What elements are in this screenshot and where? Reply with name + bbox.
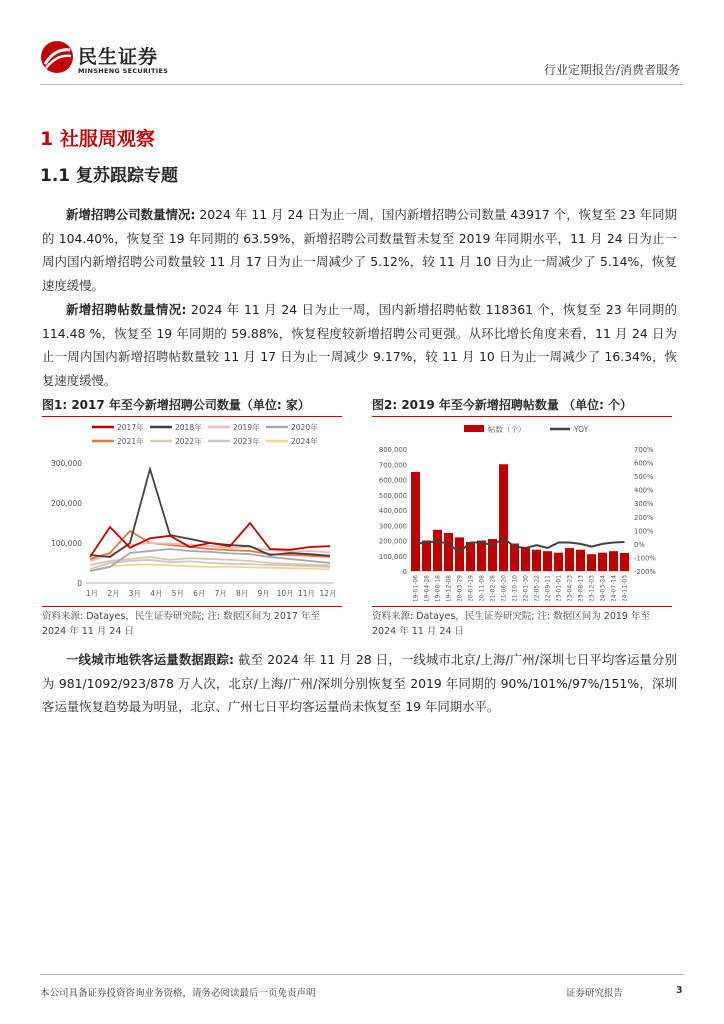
legend-label: 2019年	[233, 423, 260, 432]
page-number: 3	[676, 985, 683, 996]
brand-logo	[40, 40, 74, 74]
y-tick-label: 300,000	[50, 459, 82, 468]
minsheng-logo-icon	[40, 40, 74, 74]
x-tick-label: 2022-05-22	[533, 575, 541, 601]
x-tick-label: 2022-01-30	[522, 575, 530, 601]
bar	[576, 550, 585, 571]
figure-1	[42, 396, 342, 605]
bar	[411, 472, 420, 571]
x-tick-label: 2019-12-08	[445, 575, 453, 601]
y-tick-label: 0	[77, 579, 82, 588]
paragraph-postings	[42, 298, 677, 392]
y-tick-label: 600,000	[378, 476, 407, 485]
x-tick-label: 2024-03-24	[599, 575, 607, 601]
legend-label: 2017年	[117, 423, 144, 432]
x-tick-label: 2024-11-03	[621, 575, 629, 601]
x-tick-label: 12月	[319, 589, 337, 598]
x-tick-label: 2021-02-28	[489, 575, 497, 601]
y2-tick-label: -200%	[634, 568, 656, 576]
subsection-heading: 1.1 复苏跟踪专题	[40, 166, 179, 186]
paragraph-lead: 一线城市地铁客运量数据跟踪:	[66, 652, 234, 667]
bar	[444, 533, 453, 571]
x-tick-label: 6月	[193, 589, 206, 598]
legend-label: 2023年	[233, 437, 260, 446]
x-tick-label: 2019-04-28	[423, 575, 431, 601]
y-tick-label: 100,000	[50, 539, 82, 548]
bar	[422, 541, 431, 572]
brand-name-en: MINSHENG SECURITIES	[78, 67, 169, 75]
bar	[543, 551, 552, 571]
y2-tick-label: 500%	[634, 473, 654, 482]
paragraph-body: 截至 2024 年 11 月 28 日，一线城市北京/上海/广州/深圳七日平均客运量分别为 981/1092/923/878 万人次，北京/上海/广州/深圳分别恢复至 2019 年同期的 90%/101%/97%/151%，深圳客运量恢复趋势最为明显，北京、广州七日平均客运量尚未恢复至 19 年同期水平。	[42, 652, 677, 714]
figure-2	[372, 396, 672, 605]
chart-new-postings	[372, 421, 672, 601]
y-tick-label: 800,000	[378, 446, 407, 454]
x-tick-label: 2020-11-08	[478, 575, 486, 601]
bar	[499, 464, 508, 571]
legend-label: 2022年	[175, 437, 202, 446]
header-divider	[40, 84, 684, 85]
document-type: 行业定期报告/消费者服务	[543, 63, 680, 77]
legend-label: 2020年	[291, 423, 318, 432]
x-tick-label: 3月	[128, 589, 142, 598]
y-tick-label: 300,000	[378, 522, 407, 531]
x-tick-label: 1月	[85, 589, 99, 598]
x-tick-label: 5月	[171, 589, 184, 598]
x-tick-label: 2021-10-10	[511, 575, 519, 601]
x-tick-label: 2023-01-01	[555, 575, 563, 601]
paragraph-metro	[42, 648, 677, 719]
bar	[477, 541, 486, 572]
y-tick-label: 400,000	[378, 507, 407, 515]
x-tick-label: 11月	[298, 589, 316, 598]
x-tick-label: 10月	[276, 589, 294, 598]
paragraph-lead: 新增招聘公司数量情况:	[66, 207, 196, 222]
y2-tick-label: -100%	[634, 554, 656, 563]
footer-label: 证券研究报告	[566, 988, 624, 999]
y-tick-label: 100,000	[378, 552, 407, 561]
section-heading: 1 社服周观察	[40, 128, 155, 150]
x-tick-label: 2021-06-20	[500, 575, 508, 601]
y-tick-label: 200,000	[378, 537, 407, 546]
figure-title: 图1: 2017 年至今新增招聘公司数量（单位: 家）	[42, 396, 342, 417]
bar	[521, 548, 530, 571]
bar	[532, 550, 541, 571]
x-tick-label: 4月	[150, 589, 163, 598]
bar	[587, 554, 596, 571]
legend-label: 2024年	[291, 437, 318, 446]
y2-tick-label: 300%	[634, 500, 654, 509]
x-tick-label: 2020-03-29	[456, 575, 464, 601]
y-tick-label: 500,000	[378, 491, 407, 500]
chart-new-companies	[42, 421, 342, 601]
paragraph-companies	[42, 203, 677, 297]
x-tick-label: 2023-04-23	[566, 575, 574, 601]
x-tick-label: 2019-01-06	[412, 575, 420, 601]
brand-name-cn: 民生证券	[78, 46, 159, 68]
bar	[455, 537, 464, 571]
y2-tick-label: 100%	[634, 527, 654, 536]
x-tick-label: 2023-08-13	[577, 575, 585, 601]
legend-label: 帖数（个）	[488, 425, 526, 434]
figure-1-source: 资料来源: Datayes，民生证券研究院; 注: 数据区间为 2017 年至 2024 年 11 月 24 日	[42, 606, 342, 639]
x-tick-label: 9月	[257, 589, 270, 598]
paragraph-body: 2024 年 11 月 24 日为止一周，国内新增招聘公司数量 43917 个，恢复至 23 年同期的 104.40%，恢复至 19 年同期的 63.59%，新增招聘公司数量暂未复至 2019 年同期水平，11 月 24 日为止一周内国内新增招聘公司数量较 11 月 17 日为止一周减少了 5.12%，较 11 月 10 日为止一周减少了 5.14%，恢复速度缓慢。	[42, 207, 677, 293]
bar	[598, 553, 607, 571]
x-tick-label: 2月	[107, 589, 120, 598]
y2-tick-label: 400%	[634, 486, 654, 495]
bar	[609, 551, 618, 571]
bar	[620, 553, 629, 571]
legend-label: YOY	[574, 425, 589, 434]
y2-tick-label: 200%	[634, 513, 654, 522]
y2-tick-label: 600%	[634, 459, 654, 468]
footer-disclaimer: 本公司具备证券投资咨询业务资格，请务必阅读最后一页免责声明	[40, 988, 316, 999]
y-tick-label: 0	[402, 568, 407, 576]
legend-label: 2021年	[117, 437, 144, 446]
x-tick-label: 2020-07-19	[467, 575, 475, 601]
x-tick-label: 7月	[214, 589, 227, 598]
x-tick-label: 2024-07-14	[610, 575, 618, 601]
figure-2-source: 资料来源: Datayes，民生证券研究院; 注: 数据区间为 2019 年至 2024 年 11 月 24 日	[372, 606, 672, 639]
paragraph-body: 2024 年 11 月 24 日为止一周，国内新增招聘帖数 118361 个，恢复至 23 年同期的 114.48 %，恢复至 19 年同期的 59.88%，恢复程度较新增招聘公司更强。从环比增长角度来看，11 月 24 日为止一周内国内新增招聘帖数量较 11 月 17 日为止一周减少 9.17%，较 11 月 10 日为止一周减少了 16.34%，恢复速度缓慢。	[42, 302, 677, 388]
x-tick-label: 2022-09-11	[544, 575, 552, 601]
y-tick-label: 200,000	[50, 499, 82, 508]
y2-tick-label: 700%	[634, 446, 654, 454]
legend-label: 2018年	[175, 423, 202, 432]
bar	[565, 548, 574, 571]
y-tick-label: 700,000	[378, 461, 407, 470]
page-header	[40, 40, 684, 82]
figure-title: 图2: 2019 年至今新增招聘帖数量 （单位: 个）	[372, 396, 672, 417]
legend-swatch	[464, 425, 484, 432]
y2-tick-label: 0%	[634, 540, 645, 549]
bar	[433, 530, 442, 571]
x-tick-label: 2023-12-03	[588, 575, 596, 601]
paragraph-lead: 新增招聘帖数量情况:	[66, 302, 187, 317]
bar	[554, 553, 563, 571]
x-tick-label: 2019-08-18	[434, 575, 442, 601]
x-tick-label: 8月	[236, 589, 249, 598]
footer-divider	[40, 974, 684, 975]
